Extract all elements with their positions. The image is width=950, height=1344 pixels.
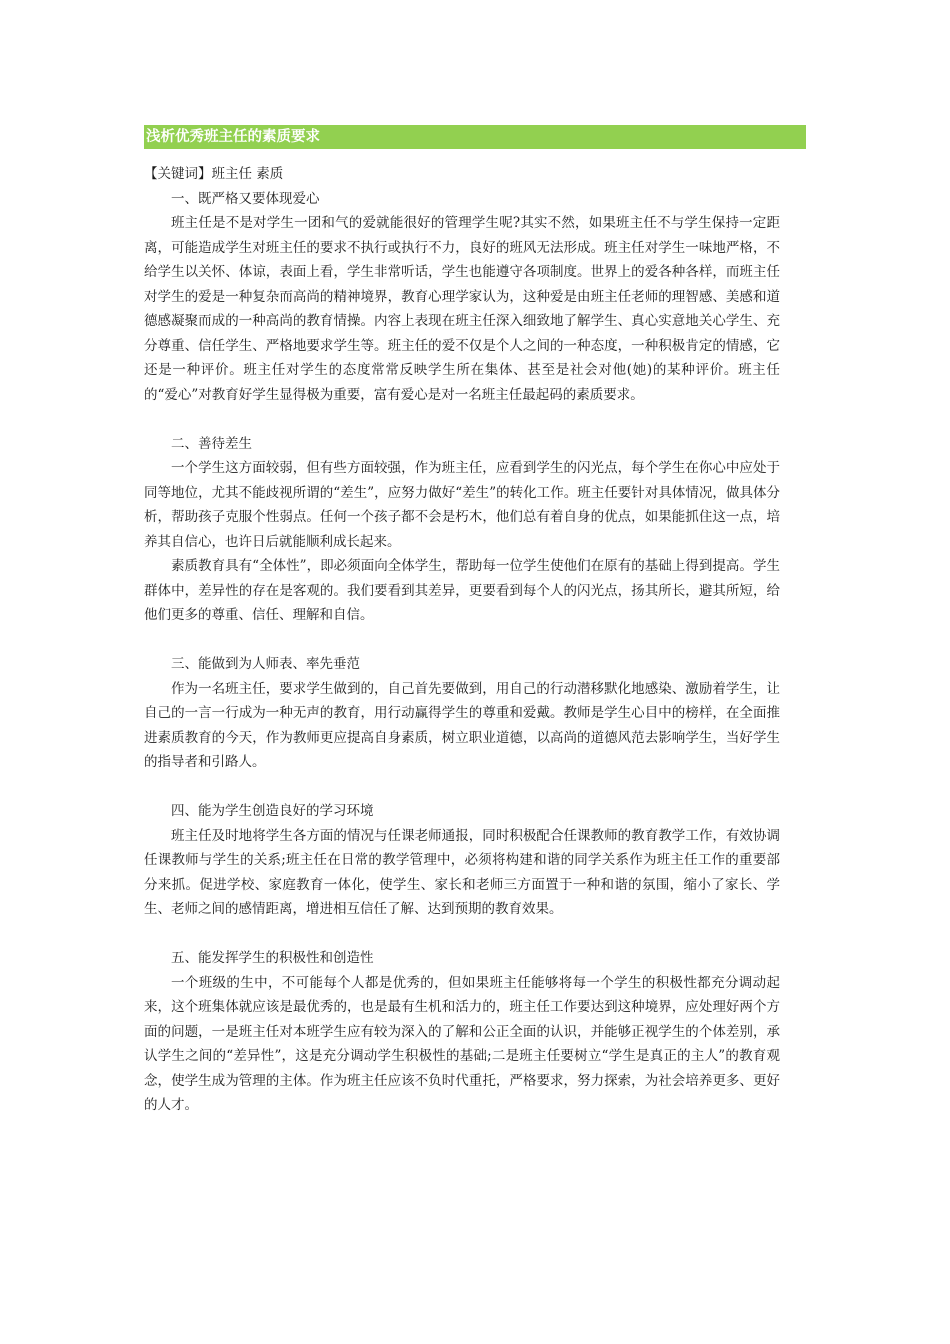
keywords-line: 【关键词】班主任 素质: [144, 166, 284, 182]
section-heading: 三、能做到为人师表、率先垂范: [171, 656, 360, 672]
body-paragraph: 一个班级的生中，不可能每个人都是优秀的，但如果班主任能够将每一个学生的积极性都充分调动起来，这个班集体就应该是最优秀的，也是最有生机和活力的，班主任工作要达到这种境界，应处理好两个方面的问题，一是班主任对本班学生应有较为深入的了解和公正全面的认识，并能够正视学生的个体差别，承认学生之间的“差异性”，这是充分调动学生积极性的基础;二是班主任要树立“学生是真正的主人”的教育观念，使学生成为管理的主体。作为班主任应该不负时代重托，严格要求，努力探索，为社会培养更多、更好的人才。: [144, 974, 780, 1113]
section-heading: 二、善待差生: [171, 435, 252, 452]
section-heading: 四、能为学生创造良好的学习环境: [171, 803, 374, 819]
paragraph-spacer: [144, 407, 780, 432]
body-paragraph: 一个学生这方面较弱，但有些方面较强，作为班主任，应看到学生的闪光点，每个学生在你心中应处于同等地位，尤其不能歧视所谓的“差生”，应努力做好“差生”的转化工作。班主任要针对具体情况，做具体分析，帮助孩子克服个性弱点。任何一个孩子都不会是朽木，他们总有着自身的优点，如果能抓住这一点，培养其自信心，也许日后就能顺利成长起来。: [144, 460, 780, 550]
document-body: [144, 162, 780, 1118]
title-banner: [144, 125, 806, 149]
document-title: 浅析优秀班主任的素质要求: [146, 129, 320, 145]
body-paragraph: 班主任是不是对学生一团和气的爱就能很好的管理学生呢?其实不然，如果班主任不与学生保持一定距离，可能造成学生对班主任的要求不执行或执行不力，良好的班风无法形成。班主任对学生一味地严格，不给学生以关怀、体谅，表面上看，学生非常听话，学生也能遵守各项制度。世界上的爱各种各样，而班主任对学生的爱是一种复杂而高尚的精神境界，教育心理学家认为，这种爱是由班主任老师的理智感、美感和道德感凝聚而成的一种高尚的教育情操。内容上表现在班主任深入细致地了解学生、真心实意地关心学生、充分尊重、信任学生、严格地要求学生等。班主任的爱不仅是个人之间的一种态度，一种积极肯定的情感，它还是一种评价。班主任对学生的态度常常反映学生所在集体、甚至是社会对他(她)的某种评价。班主任的“爱心”对教育好学生显得极为重要，富有爱心是对一名班主任最起码的素质要求。: [144, 215, 780, 403]
paragraph-spacer: [144, 628, 780, 653]
section-heading: 五、能发挥学生的积极性和创造性: [171, 950, 374, 966]
body-paragraph: 素质教育具有“全体性”，即必须面向全体学生，帮助每一位学生使他们在原有的基础上得到提高。学生群体中，差异性的存在是客观的。我们要看到其差异，更要看到每个人的闪光点，扬其所长，避其所短，给他们更多的尊重、信任、理解和自信。: [144, 558, 780, 623]
paragraph-spacer: [144, 922, 780, 947]
paragraph-spacer: [144, 775, 780, 800]
body-paragraph: 班主任及时地将学生各方面的情况与任课老师通报，同时积极配合任课教师的教育教学工作，有效协调任课教师与学生的关系;班主任在日常的教学管理中，必须将构建和谐的同学关系作为班主任工作的重要部分来抓。促进学校、家庭教育一体化，使学生、家长和老师三方面置于一种和谐的氛围，缩小了家长、学生、老师之间的感情距离，增进相互信任了解、达到预期的教育效果。: [144, 827, 780, 917]
section-heading: 一、既严格又要体现爱心: [171, 190, 320, 207]
body-paragraph: 作为一名班主任，要求学生做到的，自己首先要做到，用自己的行动潜移默化地感染、激励着学生，让自己的一言一行成为一种无声的教育，用行动赢得学生的尊重和爱戴。教师是学生心目中的榜样，在全面推进素质教育的今天，作为教师更应提高自身素质，树立职业道德，以高尚的道德风范去影响学生，当好学生的指导者和引路人。: [144, 680, 780, 770]
